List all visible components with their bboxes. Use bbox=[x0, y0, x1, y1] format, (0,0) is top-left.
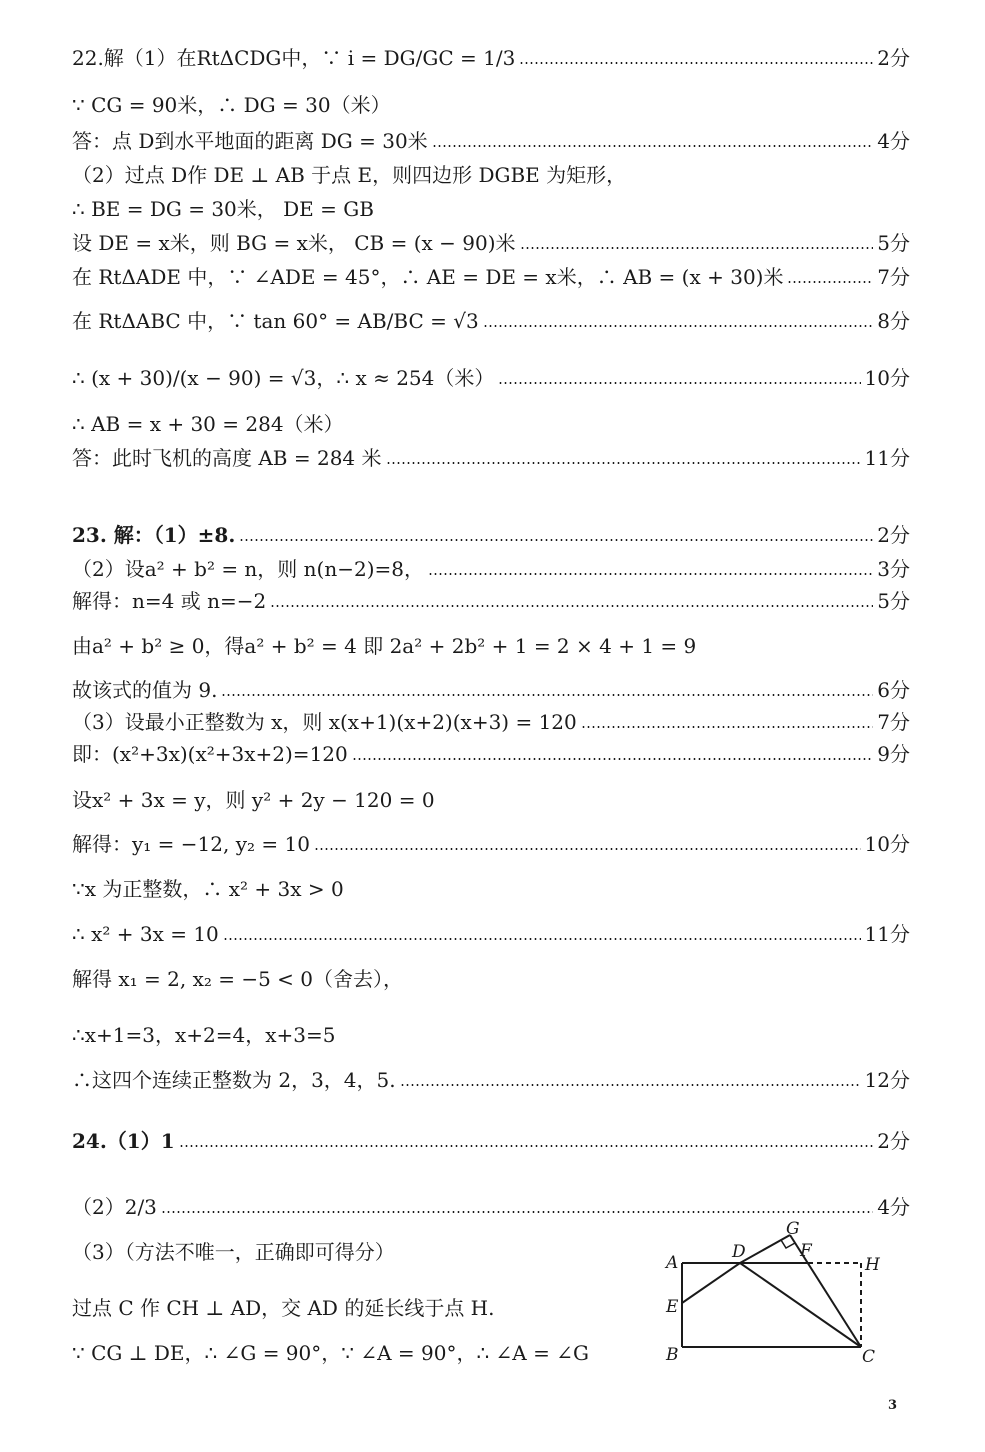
q23-line-5 bbox=[72, 680, 910, 700]
score-label: 3分 bbox=[877, 557, 910, 581]
score-label: 5分 bbox=[877, 231, 910, 255]
leader-dots bbox=[519, 62, 873, 64]
leader-dots bbox=[314, 848, 861, 850]
score-label: 2分 bbox=[877, 46, 910, 70]
score-label: 8分 bbox=[877, 309, 910, 333]
label-a: A bbox=[666, 1253, 679, 1273]
label-h: H bbox=[865, 1255, 880, 1275]
score-label: 10分 bbox=[864, 832, 910, 856]
label-b: B bbox=[666, 1345, 679, 1365]
q23-text-2: （2）设a² + b² = n，则 n(n−2)=8， bbox=[72, 557, 425, 581]
score-label: 7分 bbox=[877, 710, 910, 734]
segment-dg bbox=[740, 1235, 790, 1263]
score-label: 11分 bbox=[864, 446, 910, 470]
q22-line-11 bbox=[72, 448, 910, 468]
score-label: 11分 bbox=[864, 922, 910, 946]
leader-dots bbox=[223, 938, 861, 940]
leader-dots bbox=[352, 758, 874, 760]
q22-line-9 bbox=[72, 368, 910, 388]
label-f: F bbox=[800, 1241, 812, 1261]
leader-dots bbox=[520, 247, 874, 249]
q23-text-11: ∴ x² + 3x = 10 bbox=[72, 922, 219, 946]
q22-line-6 bbox=[72, 233, 910, 253]
q24-text-5: ∵ CG ⊥ DE，∴ ∠G = 90°，∵ ∠A = 90°，∴ ∠A = ∠G bbox=[72, 1341, 589, 1365]
segment-ed bbox=[682, 1263, 740, 1303]
score-label: 2分 bbox=[877, 523, 910, 547]
q22-text-4: （2）过点 D作 DE ⊥ AB 于点 E，则四边形 DGBE 为矩形， bbox=[72, 163, 627, 187]
leader-dots bbox=[179, 1145, 874, 1147]
leader-dots bbox=[221, 694, 873, 696]
q23-line-6 bbox=[72, 712, 910, 732]
q23-line-14 bbox=[72, 1070, 910, 1090]
q23-line-7 bbox=[72, 744, 910, 764]
page-number: 3 bbox=[888, 1398, 898, 1413]
q22-line-7 bbox=[72, 267, 910, 287]
q23-text-4: 由a² + b² ≥ 0，得a² + b² = 4 即 2a² + 2b² + 1 = 2 × 4 + 1 = 9 bbox=[72, 634, 697, 658]
q23-line-1 bbox=[72, 525, 910, 545]
q22-text-10: ∴ AB = x + 30 = 284（米） bbox=[72, 412, 344, 436]
q22-text-11: 答：此时飞机的高度 AB = 284 米 bbox=[72, 446, 382, 470]
q24-text-2: （2）2/3 bbox=[72, 1195, 157, 1219]
score-label: 4分 bbox=[877, 129, 910, 153]
score-label: 12分 bbox=[864, 1068, 910, 1092]
label-d: D bbox=[732, 1242, 746, 1262]
leader-dots bbox=[161, 1211, 873, 1213]
q23-text-10: ∵x 为正整数，∴ x² + 3x > 0 bbox=[72, 877, 344, 901]
q24-text-3: （3）（方法不唯一，正确即可得分） bbox=[72, 1240, 395, 1264]
score-label: 9分 bbox=[877, 742, 910, 766]
leader-dots bbox=[498, 382, 860, 384]
q22-text-6: 设 DE = x米，则 BG = x米， CB = (x − 90)米 bbox=[72, 231, 516, 255]
leader-dots bbox=[270, 605, 873, 607]
q22-text-7: 在 RtΔADE 中，∵ ∠ADE = 45°，∴ AE = DE = x米，∴ AB = (x + 30)米 bbox=[72, 265, 784, 289]
q22-text-1: 22.解（1）在RtΔCDG中，∵ i = DG/GC = 1/3 bbox=[72, 46, 516, 70]
score-label: 7分 bbox=[877, 265, 910, 289]
label-e: E bbox=[666, 1297, 679, 1317]
label-c: C bbox=[862, 1347, 876, 1367]
q23-text-14: ∴这四个连续正整数为 2，3，4，5. bbox=[72, 1068, 396, 1092]
q23-line-11 bbox=[72, 924, 910, 944]
label-g: G bbox=[786, 1220, 800, 1239]
leader-dots bbox=[581, 726, 874, 728]
score-label: 6分 bbox=[877, 678, 910, 702]
score-label: 4分 bbox=[877, 1195, 910, 1219]
q22-text-3: 答：点 D到水平地面的距离 DG = 30米 bbox=[72, 129, 428, 153]
q23-text-13: ∴x+1=3，x+2=4，x+3=5 bbox=[72, 1023, 336, 1047]
q23-text-5: 故该式的值为 9. bbox=[72, 678, 218, 702]
q23-text-12: 解得 x₁ = 2, x₂ = −5 < 0（舍去）， bbox=[72, 967, 404, 991]
segment-dc bbox=[740, 1263, 861, 1347]
leader-dots bbox=[428, 573, 873, 575]
score-label: 10分 bbox=[864, 366, 910, 390]
q24-line-1 bbox=[72, 1131, 910, 1151]
geometry-figure bbox=[660, 1220, 890, 1370]
q23-text-1: 23. 解：（1）±8. bbox=[72, 523, 236, 547]
q23-text-9: 解得：y₁ = −12, y₂ = 10 bbox=[72, 832, 310, 856]
score-label: 5分 bbox=[877, 589, 910, 613]
leader-dots bbox=[787, 281, 873, 283]
leader-dots bbox=[400, 1084, 861, 1086]
q23-line-3 bbox=[72, 591, 910, 611]
q23-text-3: 解得：n=4 或 n=−2 bbox=[72, 589, 267, 613]
q23-text-6: （3）设最小正整数为 x，则 x(x+1)(x+2)(x+3) = 120 bbox=[72, 710, 577, 734]
q22-text-8: 在 RtΔABC 中，∵ tan 60° = AB/BC = √3 bbox=[72, 309, 479, 333]
q23-text-8: 设x² + 3x = y，则 y² + 2y − 120 = 0 bbox=[72, 788, 435, 812]
q23-text-7: 即：(x²+3x)(x²+3x+2)=120 bbox=[72, 742, 348, 766]
q22-line-8 bbox=[72, 311, 910, 331]
score-label: 2分 bbox=[877, 1129, 910, 1153]
q23-line-9 bbox=[72, 834, 910, 854]
leader-dots bbox=[432, 145, 874, 147]
q24-text-4: 过点 C 作 CH ⊥ AD，交 AD 的延长线于点 H. bbox=[72, 1296, 495, 1320]
q22-line-1 bbox=[72, 48, 910, 68]
leader-dots bbox=[386, 462, 861, 464]
q22-text-9: ∴ (x + 30)/(x − 90) = √3，∴ x ≈ 254（米） bbox=[72, 366, 495, 390]
q22-text-5: ∴ BE = DG = 30米， DE = GB bbox=[72, 197, 374, 221]
q24-text-1: 24.（1）1 bbox=[72, 1129, 175, 1153]
q24-line-2 bbox=[72, 1197, 910, 1217]
leader-dots bbox=[239, 539, 873, 541]
q23-line-2 bbox=[72, 559, 910, 579]
leader-dots bbox=[483, 325, 874, 327]
q22-text-2: ∵ CG = 90米，∴ DG = 30（米） bbox=[72, 93, 391, 117]
q22-line-3 bbox=[72, 131, 910, 151]
